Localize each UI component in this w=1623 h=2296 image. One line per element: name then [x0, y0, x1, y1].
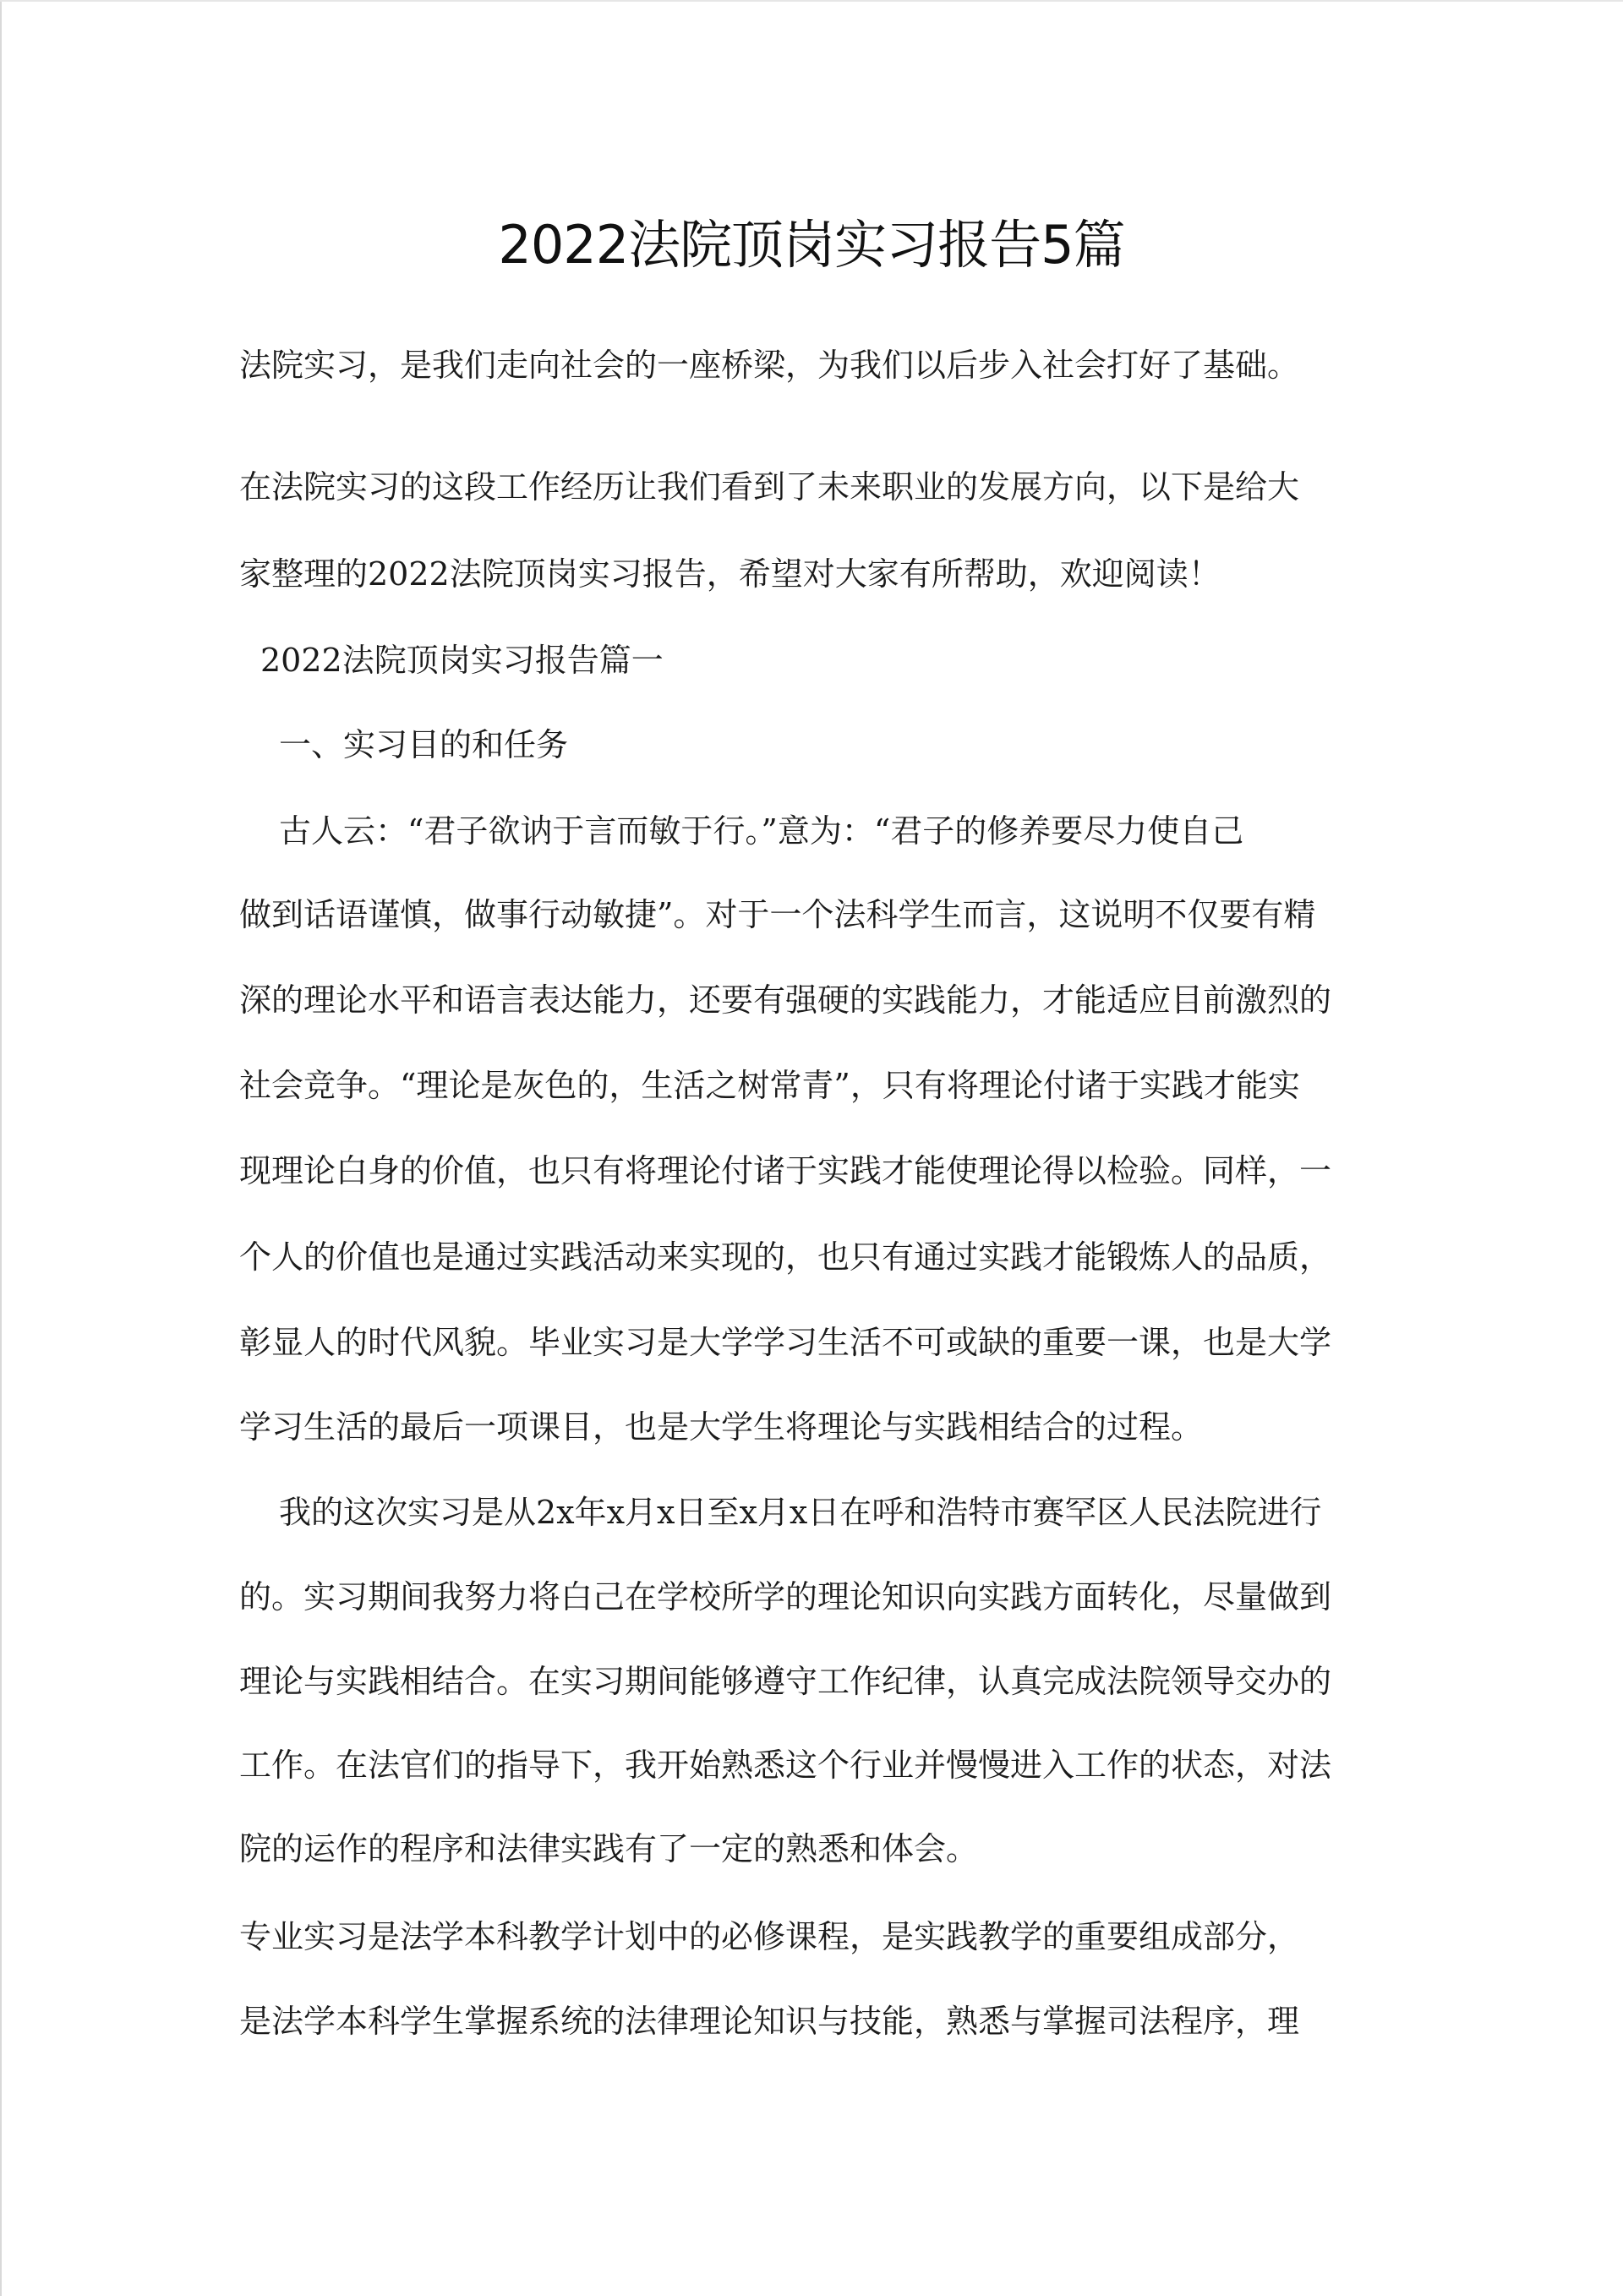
- body-line: 家整理的2022法院顶岗实习报告，希望对大家有所帮助，欢迎阅读！: [239, 555, 1221, 593]
- body-line: 社会竞争。“理论是灰色的，生活之树常青”，只有将理论付诸于实践才能实: [239, 1067, 1300, 1104]
- body-line: 在法院实习的这段工作经历让我们看到了未来职业的发展方向，以下是给大: [239, 468, 1300, 506]
- body-line: 院的运作的程序和法律实践有了一定的熟悉和体会。: [239, 1830, 979, 1867]
- section-heading: 2022法院顶岗实习报告篇一: [260, 642, 664, 679]
- subsection-heading: 一、实习目的和任务: [279, 726, 569, 763]
- body-line: 的。实习期间我努力将白己在学校所学的理论知识向实践方面转化，尽量做到: [239, 1578, 1332, 1615]
- body-line: 古人云：“君子欲讷于言而敏于行。”意为：“君子的修养要尽力使自己: [279, 812, 1244, 850]
- body-line: 现理论白身的价值，也只有将理论付诸于实践才能使理论得以检验。同样，一: [239, 1152, 1332, 1189]
- body-line: 我的这次实习是从2x年x月x日至x月x日在呼和浩特市赛罕区人民法院进行: [279, 1494, 1322, 1531]
- body-line: 学习生活的最后一项课目，也是大学生将理论与实践相结合的过程。: [239, 1408, 1204, 1446]
- body-line: 是法学本科学生掌握系统的法律理论知识与技能，熟悉与掌握司法程序，理: [239, 2003, 1300, 2040]
- body-line: 专业实习是法学本科教学计划中的必修课程，是实践教学的重要组成部分，: [239, 1918, 1300, 1955]
- body-line: 法院实习，是我们走向社会的一座桥梁，为我们以后步入社会打好了基础。: [239, 347, 1300, 384]
- page-border-top: [0, 0, 1623, 2]
- body-line: 彰显人的时代风貌。毕业实习是大学学习生活不可或缺的重要一课，也是大学: [239, 1324, 1332, 1361]
- body-line: 深的理论水平和语言表达能力，还要有强硬的实践能力，才能适应目前激烈的: [239, 981, 1332, 1019]
- document-title: 2022法院顶岗实习报告5篇: [498, 214, 1125, 276]
- page-border-left: [0, 0, 2, 2296]
- body-line: 理论与实践相结合。在实习期间能够遵守工作纪律，认真完成法院领导交办的: [239, 1663, 1332, 1700]
- body-line: 工作。在法官们的指导下，我开始熟悉这个行业并慢慢进入工作的状态，对法: [239, 1747, 1332, 1784]
- body-line: 个人的价值也是通过实践活动来实现的，也只有通过实践才能锻炼人的品质，: [239, 1238, 1332, 1276]
- body-line: 做到话语谨慎，做事行动敏捷”。对于一个法科学生而言，这说明不仅要有精: [239, 896, 1316, 933]
